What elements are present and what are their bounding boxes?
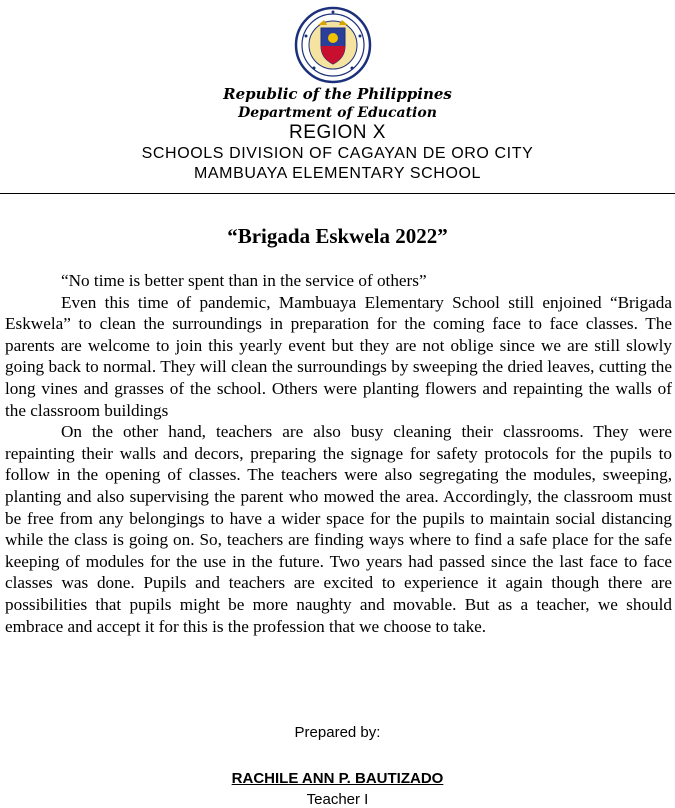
signatory-name: RACHILE ANN P. BAUTIZADO	[231, 770, 444, 787]
prepared-by-label: Prepared by:	[294, 724, 381, 741]
republic-line: Republic of the Philippines	[223, 85, 452, 103]
division-line: SCHOOLS DIVISION OF CAGAYAN DE ORO CITY	[141, 145, 534, 163]
signatory-position: Teacher I	[306, 791, 369, 808]
body-paragraph: On the other hand, teachers are also busy cleaning their classrooms. They were repainting their walls and decors, preparing the signage for safety protocols for the pupils to follow in the opening of classes. The teachers were also segregating the modules, sweeping, planting and also supervising the parent who mowed the area. Accordingly, the classroom must be free from any belongings to have a wider space for the pupils to maintain social distancing while the class is going on. So, teachers are finding ways where to find a safe place for the safe keeping of modules for the use in the future. Two years had passed since the last face to face classes was done. Pupils and teachers are excited to experience it again though there are possibilities that pupils might be more naughty and movable. But as a teacher, we should embrace and accept it for this is the profession that we choose to take.	[5, 422, 672, 636]
department-line: Department of Education	[238, 105, 437, 122]
region-line: REGION X	[289, 122, 386, 144]
school-line: MAMBUAYA ELEMENTARY SCHOOL	[193, 164, 482, 182]
quote-paragraph: “No time is better spent than in the service of others”	[61, 271, 427, 290]
header-divider	[0, 193, 675, 194]
document-title: “Brigada Eskwela 2022”	[227, 224, 448, 248]
document-body	[5, 270, 672, 637]
body-paragraph: Even this time of pandemic, Mambuaya Elementary School still enjoined “Brigada Eskwela” to clean the surroundings in preparation for the coming face to face classes. The parents are welcome to join this yearly event but they are not oblige since we are still slowly going back to normal. They will clean the surroundings by sweeping the dried leaves, cutting the long vines and grasses of the school. Others were planting flowers and repainting the walls of the classroom buildings	[5, 292, 672, 420]
letterhead	[0, 86, 675, 183]
deped-seal-icon	[294, 6, 372, 84]
